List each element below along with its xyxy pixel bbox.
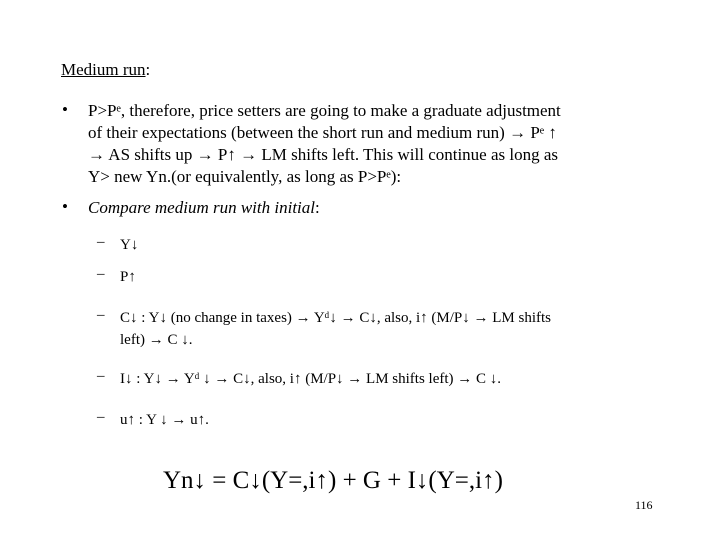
bullet-2-suffix: :	[315, 198, 320, 217]
page-number: 116	[635, 498, 653, 512]
bullet-item-1	[88, 100, 561, 188]
summary-equation: Yn↓ = C↓(Y=,i↑) + G + I↓(Y=,i↑)	[163, 467, 503, 494]
bullet-1-line-1: P>Pᵉ, therefore, price setters are going to make a graduate adjustment	[88, 101, 561, 120]
dash-marker-2: –	[97, 266, 105, 282]
bullet-marker-2: •	[62, 197, 68, 216]
sub-item-4	[120, 368, 501, 390]
sub-item-3	[120, 307, 551, 351]
sub-item-4-line-1: I↓ : Y↓ → Yᵈ ↓ → C↓, also, i↑ (M/P↓ → LM shifts left) → C ↓.	[120, 371, 502, 387]
bullet-item-2	[88, 197, 320, 219]
dash-marker-3: –	[97, 307, 105, 323]
sub-item-3-line-2: left) → C ↓.	[120, 332, 193, 348]
bullet-2-text: Compare medium run with initial	[88, 198, 315, 217]
bullet-1-line-4: Y> new Yn.(or equivalently, as long as P>Pᵉ):	[88, 167, 402, 186]
bullet-1-line-3: → AS shifts up → P↑ → LM shifts left. This will continue as long as	[88, 145, 559, 164]
bullet-marker-1: •	[62, 100, 68, 119]
dash-marker-5: –	[97, 409, 105, 425]
sub-item-5-line-1: u↑ : Y ↓ → u↑.	[120, 412, 209, 428]
sub-item-2	[120, 266, 136, 288]
sub-item-3-line-1: C↓ : Y↓ (no change in taxes) → Yᵈ↓ → C↓, also, i↑ (M/P↓ → LM shifts	[120, 310, 552, 326]
sub-item-2-line-1: P↑	[120, 269, 136, 285]
heading-suffix: :	[145, 60, 151, 79]
sub-item-1	[120, 234, 138, 256]
sub-item-5	[120, 409, 209, 431]
dash-marker-4: –	[97, 368, 105, 384]
sub-item-1-line-1: Y↓	[120, 237, 139, 253]
bullet-1-line-2: of their expectations (between the short run and medium run) → Pᵉ ↑	[88, 123, 557, 142]
dash-marker-1: –	[97, 234, 105, 250]
heading-label: Medium run	[61, 60, 146, 79]
section-heading	[61, 60, 150, 80]
